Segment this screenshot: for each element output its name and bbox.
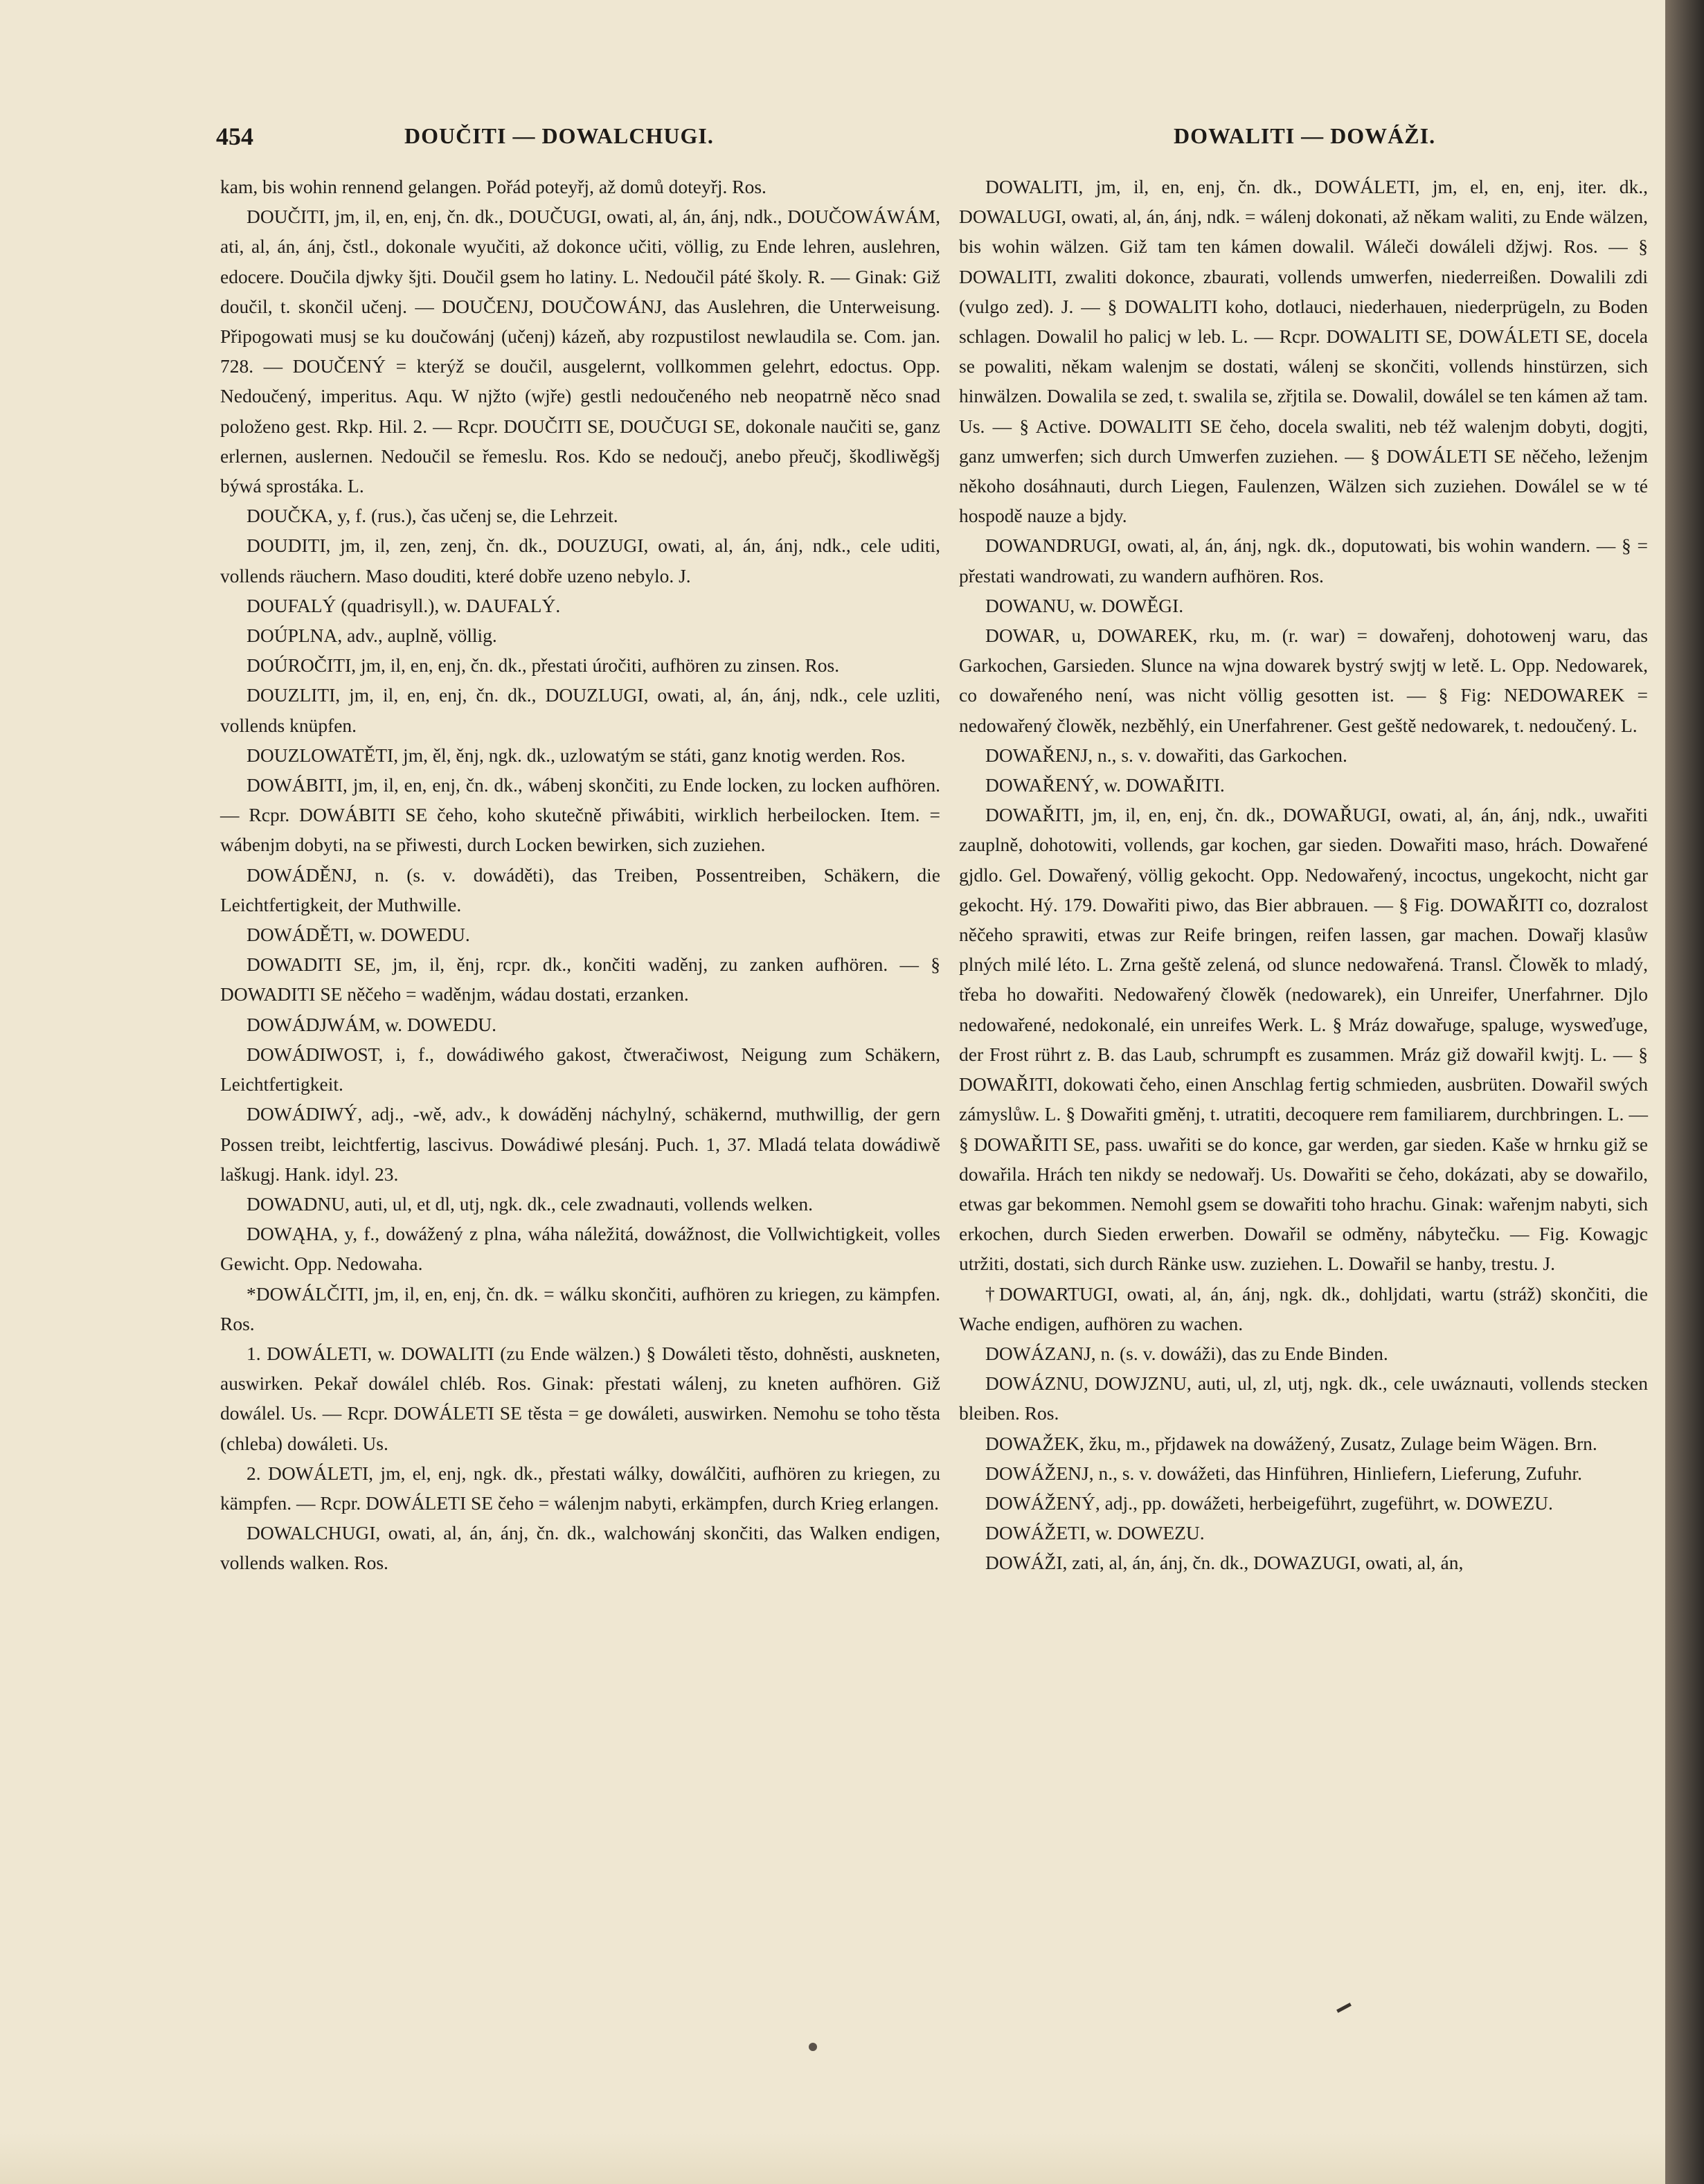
dictionary-entry: DOWÁDĚNJ, n. (s. v. dowáděti), das Treiben, Possentreiben, Schäkern, die Leichtfertigkeit, der Muthwille.	[220, 863, 940, 915]
dictionary-entry: DOWAŘENÝ, w. DOWAŘITI.	[985, 774, 1225, 796]
dictionary-entry: DOWÁZANJ, n. (s. v. dowáži), das zu Ende Binden.	[985, 1342, 1388, 1364]
dictionary-entry: *DOWÁLČITI, jm, il, en, enj, čn. dk. = wálku skončiti, aufhören zu kriegen, zu kämpfen. Ros.	[220, 1282, 940, 1334]
right-running-title: DOWALITI — DOWÁŽI.	[1174, 123, 1436, 148]
dictionary-entry: DOÚPLNA, adv., auplně, völlig.	[246, 625, 497, 647]
right-column	[959, 172, 1648, 1578]
dictionary-entry: DOWÁDJWÁM, w. DOWEDU.	[246, 1013, 497, 1035]
dictionary-entry: DOWALCHUGI, owati, al, án, ánj, čn. dk., walchowánj skončiti, das Walken endigen, vollends walken. Ros.	[220, 1522, 940, 1574]
dictionary-entry: DOUFALÝ (quadrisyll.), w. DAUFALÝ.	[246, 594, 561, 616]
dictionary-entry: †DOWARTUGI, owati, al, án, ánj, ngk. dk., dohljdati, wartu (stráž) skončiti, die Wache endigen, aufhören zu wachen.	[959, 1282, 1648, 1334]
dictionary-entry: DOWAŘENJ, n., s. v. dowařiti, das Garkochen.	[985, 744, 1347, 766]
dictionary-entry: DOWAR, u, DOWAREK, rku, m. (r. war) = dowařenj, dohotowenj waru, das Garkochen, Garsieden. Slunce na wjna dowarek bystrý swjtj w letě. L. Opp. Nedowarek, co dowařeného není, was nicht völlig gesotten ist. — § Fig: NEDOWAREK = nedowařený člowěk, nezběhlý, ein Unerfahrener. Gest geště nedowarek, t. nedoučený. L.	[959, 625, 1648, 736]
dictionary-entry: DOWADNU, auti, ul, et dl, utj, ngk. dk., cele zwadnauti, vollends welken.	[246, 1192, 813, 1215]
dictionary-entry: DOÚROČITI, jm, il, en, enj, čn. dk., přestati úročiti, aufhören zu zinsen. Ros.	[246, 654, 840, 677]
dictionary-entry: DOWÁZNU, DOWJZNU, auti, ul, zl, utj, ngk. dk., cele uwáznauti, vollends stecken bleiben. Ros.	[959, 1372, 1648, 1424]
dictionary-entry: DOWÁŽI, zati, al, án, ánj, čn. dk., DOWAZUGI, owati, al, án,	[985, 1552, 1464, 1574]
left-column	[220, 172, 940, 1578]
book-spine-edge	[1665, 0, 1704, 2184]
page-number: 454	[216, 123, 253, 150]
dictionary-entry: DOUZLOWATĚTI, jm, ěl, ěnj, ngk. dk., uzlowatým se státi, ganz knotig werden. Ros.	[246, 744, 906, 766]
dictionary-entry: DOWÁŽENÝ, adj., pp. dowážeti, herbeigeführt, zugeführt, w. DOWEZU.	[985, 1492, 1553, 1514]
dictionary-entry: DOWÁŽETI, w. DOWEZU.	[985, 1522, 1205, 1544]
dictionary-entry: DOUČKA, y, f. (rus.), čas učenj se, die Lehrzeit.	[246, 505, 618, 527]
dictionary-entry: 2. DOWÁLETI, jm, el, enj, ngk. dk., přestati wálky, dowálčiti, aufhören zu kriegen, zu kämpfen. — Rcpr. DOWÁLETI SE čeho = wálenjm nabyti, erkämpfen, durch Krieg erlangen.	[220, 1462, 940, 1514]
ink-dot	[809, 2043, 817, 2051]
dictionary-entry: DOWAŘITI, jm, il, en, enj, čn. dk., DOWAŘUGI, owati, al, án, ánj, ndk., uwařiti zauplně, dohotowiti, vollends, gar kochen, gar sieden. Dowařiti maso, hrách. Dowařené gjdlo. Gel. Dowařený, völlig gekocht. Opp. Nedowařený, incoctus, ungekocht, nicht gar gekocht. Hý. 179. Dowařiti piwo, das Bier abbrauen. — § Fig. DOWAŘITI co, dozralost něčeho sprawiti, etwas zur Reife bringen, reifen lassen, gar machen. Dowařj klasůw plných milé léto. L. Zrna geště zelená, od slunce nedowařená. Transl. Člowěk to mladý, třeba ho dowařiti. Nedowařený člowěk (nedowarek), ein Unreifer, Unerfahrner. Djlo nedowařené, nedokonalé, ein unreifes Werk. L. § Mráz dowařuge, spaluge, wysweďuge, der Frost rührt z. B. das Laub, schrumpft es zusammen. Mráz giž dowařil kwjtj. L. — § DOWAŘITI, dokowati čeho, einen Anschlag fertig schmieden, ausbrüten. Dowařil swých zámyslůw. L. § Dowařiti gměnj, t. utratiti, decoquere rem familiarem, durchbringen. L. — § DOWAŘITI SE, pass. uwařiti se do konce, gar werden, gar sieden. Kaše w hrnku giž se dowařila. Hrách ten nikdy se nedowařj. Us. Dowařiti se čeho, dokázati, aby se dowařilo, etwas gar bekommen. Nemohl gsem se dowařiti toho hrachu. Ginak: wařenjm nabyti, sich erkochen, durch Sieden erwerben. Dowařil se odměny, nábytečku. — Fig. Kowagjc utržiti, dostati, sich durch Ränke usw. zuziehen. L. Dowařil se hanby, trestu. J.	[959, 804, 1648, 1275]
dictionary-entry: DOWALITI, jm, il, en, enj, čn. dk., DOWÁLETI, jm, el, en, enj, iter. dk., DOWALUGI, owati, al, án, ánj, ndk. = wálenj dokonati, až někam waliti, zu Ende wälzen, bis wohin wälzen. Giž tam ten kámen dowalil. Wáleči dowáleli džjwj. Ros. — § DOWALITI, zwaliti dokonce, zbaurati, vollends umwerfen, niederreißen. Dowalili zdi (vulgo zed). J. — § DOWALITI koho, dotlauci, niederhauen, niederprügeln, zu Boden schlagen. Dowalil ho palicj w leb. L. — Rcpr. DOWALITI SE, DOWÁLETI SE, docela se powaliti, někam walenjm se dostati, wálenj se skončiti, vollends hinstürzen, sich hinwälzen. Dowalila se zed, t. swalila se, zřjtila se. Dowalil, dowálel se ten kámen až tam. Us. — § Active. DOWALITI SE čeho, docela swaliti, neb též walenjm dobyti, dogjti, ganz umwerfen; sich durch Umwerfen zuziehen. — § DOWÁLETI SE něčeho, leženjm někoho dosáhnauti, durch Liegen, Faulenzen, Wälzen sich zuziehen. Dowálel se w té hospodě nauze a bjdy.	[959, 176, 1648, 527]
dictionary-entry: DOWĄHA, y, f., dowážený z plna, wáha náležitá, dowážnost, die Vollwichtigkeit, volles Gewicht. Opp. Nedowaha.	[220, 1223, 940, 1275]
dictionary-entry: DOWANU, w. DOWĚGI.	[985, 594, 1184, 616]
dictionary-entry: DOUDITI, jm, il, zen, zenj, čn. dk., DOUZUGI, owati, al, án, ánj, ndk., cele uditi, vollends räuchern. Maso douditi, které dobře uzeno nebylo. J.	[220, 535, 940, 587]
ink-mark	[1336, 2003, 1352, 2013]
dictionary-entry: DOWÁDIWOST, i, f., dowádiwého gakost, čtweračiwost, Neigung zum Schäkern, Leichtfertigkeit.	[220, 1043, 940, 1095]
running-header	[208, 116, 1641, 158]
dictionary-entry: DOUZLITI, jm, il, en, enj, čn. dk., DOUZLUGI, owati, al, án, ánj, ndk., cele uzliti, vollends knüpfen.	[220, 684, 940, 736]
dictionary-entry: DOWADITI SE, jm, il, ěnj, rcpr. dk., končiti waděnj, zu zanken aufhören. — § DOWADITI SE něčeho = waděnjm, wádau dostati, erzanken.	[220, 954, 940, 1005]
dictionary-entry: kam, bis wohin rennend gelangen. Pořád poteyřj, až domů doteyřj. Ros.	[220, 176, 766, 197]
dictionary-entry: DOUČITI, jm, il, en, enj, čn. dk., DOUČUGI, owati, al, án, ánj, ndk., DOUČOWÁWÁM, ati, al, án, ánj, čstl., dokonale wyučiti, až dokonce učiti, völlig, zu Ende lehren, auslehren, edocere. Doučila djwky šjti. Doučil gsem ho latiny. L. Nedoučil páté školy. R. — Ginak: Giž doučil, t. skončil učenj. — DOUČENJ, DOUČOWÁNJ, das Auslehren, die Unterweisung. Připogowati musj se ku doučowánj (učenj) kázeň, aby rozpustilost newlaudila se. Com. jan. 728. — DOUČENÝ = kterýž se doučil, ausgelernt, vollkommen gelehrt, edoctus. Opp. Nedoučený, imperitus. Aqu. W njžto (wjře) gestli nedoučeného neb neopatrně něco snad položeno gest. Rkp. Hil. 2. — Rcpr. DOUČITI SE, DOUČUGI SE, dokonale naučiti se, ganz erlernen, auslernen. Nedoučil se řemeslu. Ros. Kdo se nedoučj, anebo přeučj, škodliwěgšj býwá sprostáka. L.	[220, 206, 940, 497]
left-running-title: DOUČITI — DOWALCHUGI.	[404, 123, 714, 148]
dictionary-entry: DOWÁBITI, jm, il, en, enj, čn. dk., wábenj skončiti, zu Ende locken, zu locken aufhören. — Rcpr. DOWÁBITI SE čeho, koho skutečně přiwábiti, wirklich herbeilocken. Item. = wábenjm dobyti, na se přiwesti, durch Locken bewirken, sich zuziehen.	[220, 774, 940, 856]
dictionary-entry: DOWÁŽENJ, n., s. v. dowážeti, das Hinführen, Hinliefern, Lieferung, Zufuhr.	[985, 1462, 1582, 1484]
dictionary-entry: DOWAŽEK, žku, m., přjdawek na dowážený, Zusatz, Zulage beim Wägen. Brn.	[985, 1432, 1597, 1454]
dictionary-entry: DOWÁDIWÝ, adj., -wě, adv., k dowáděnj náchylný, schäkernd, muthwillig, der gern Possen treibt, leichtfertig, lascivus. Dowádiwé plesánj. Puch. 1, 37. Mladá telata dowádiwě laškugj. Hank. idyl. 23.	[220, 1103, 940, 1185]
dictionary-entry: 1. DOWÁLETI, w. DOWALITI (zu Ende wälzen.) § Dowáleti těsto, dohněsti, auskneten, auswirken. Pekař dowálel chléb. Ros. Ginak: přestati wálenj, zu kneten aufhören. Giž dowálel. Us. — Rcpr. DOWÁLETI SE těsta = ge dowáleti, auswirken. Nemohu se toho těsta (chleba) dowáleti. Us.	[220, 1342, 940, 1454]
dictionary-entry: DOWANDRUGI, owati, al, án, ánj, ngk. dk., doputowati, bis wohin wandern. — § = přestati wandrowati, zu wandern aufhören. Ros.	[959, 535, 1648, 587]
dictionary-entry: DOWÁDĚTI, w. DOWEDU.	[246, 924, 470, 946]
